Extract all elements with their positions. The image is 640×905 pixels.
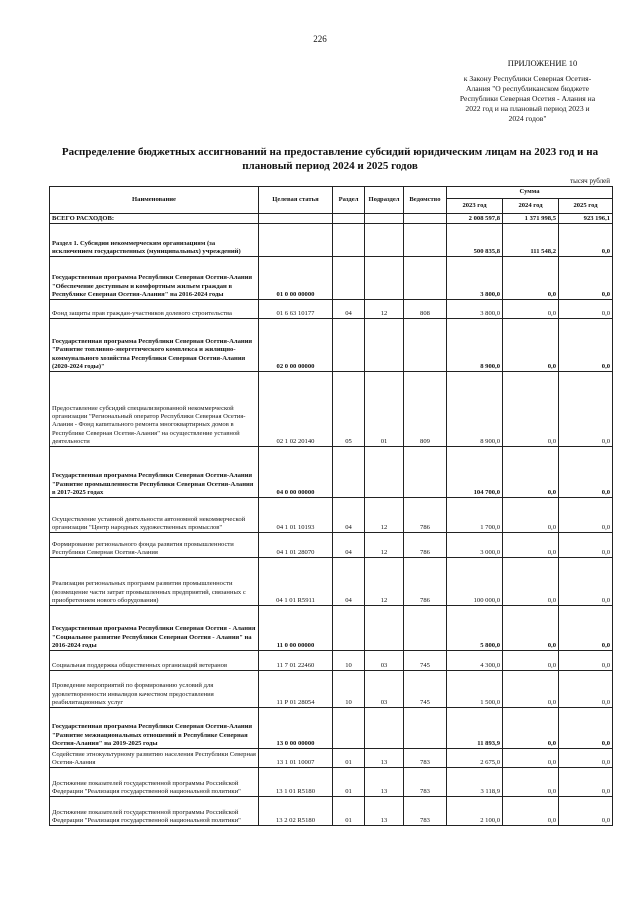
cell-section: 01	[333, 749, 365, 768]
cell-section: 04	[333, 558, 365, 606]
cell-target: 01 6 63 10177	[259, 300, 333, 319]
cell-name: Достижение показателей государственной программы Российской Федерации "Реализация государственной национальной политики"	[50, 797, 259, 826]
cell-y2023: 3 000,0	[447, 533, 503, 558]
cell-name: Государственная программа Республики Северная Осетия - Алания "Социальное развитие Республики Северная Осетия - Алания" на 2016-2024 годы	[50, 606, 259, 651]
table-row	[50, 651, 613, 671]
cell-subsection: 12	[365, 300, 404, 319]
cell-y2025: 0,0	[559, 768, 613, 797]
table-row	[50, 797, 613, 826]
cell-subsection	[365, 319, 404, 372]
cell-dept	[404, 708, 447, 749]
cell-y2024: 0,0	[503, 447, 559, 498]
cell-subsection: 01	[365, 372, 404, 447]
cell-section	[333, 708, 365, 749]
cell-y2023: 3 800,0	[447, 257, 503, 300]
cell-y2023: 100 000,0	[447, 558, 503, 606]
cell-y2024: 0,0	[503, 257, 559, 300]
document-title	[60, 145, 600, 173]
cell-y2024: 0,0	[503, 651, 559, 671]
cell-subsection: 13	[365, 768, 404, 797]
cell-target: 13 1 01 10007	[259, 749, 333, 768]
cell-subsection: 03	[365, 671, 404, 708]
cell-y2025: 0,0	[559, 558, 613, 606]
cell-subsection	[365, 257, 404, 300]
cell-name: Государственная программа Республики Северная Осетия-Алания "Обеспечение доступным и комфортным жильем граждан в Республике Северная Осетия-Алания" на 2016-2024 годы	[50, 257, 259, 300]
cell-subsection	[365, 447, 404, 498]
cell-name: Социальная поддержка общественных организаций ветеранов	[50, 651, 259, 671]
cell-y2023: 104 700,0	[447, 447, 503, 498]
header-target: Целевая статья	[259, 187, 333, 214]
cell-subsection: 12	[365, 558, 404, 606]
header-2023: 2023 год	[447, 199, 503, 214]
cell-dept: 783	[404, 749, 447, 768]
cell-section: 04	[333, 533, 365, 558]
cell-y2025: 0,0	[559, 300, 613, 319]
cell-y2023: 1 500,0	[447, 671, 503, 708]
cell-y2024: 1 371 998,5	[503, 214, 559, 224]
table-row	[50, 372, 613, 447]
cell-subsection: 13	[365, 749, 404, 768]
cell-y2025: 0,0	[559, 606, 613, 651]
units-label: тысяч рублей	[570, 177, 610, 185]
appendix-line: Алания "О республиканском бюджете	[466, 84, 589, 93]
cell-subsection: 13	[365, 797, 404, 826]
table-row	[50, 768, 613, 797]
cell-subsection	[365, 606, 404, 651]
cell-section: 04	[333, 300, 365, 319]
cell-subsection	[365, 224, 404, 257]
cell-y2024: 0,0	[503, 558, 559, 606]
table-row	[50, 300, 613, 319]
cell-section	[333, 257, 365, 300]
cell-name: Предоставление субсидий специализированной некоммерческой организации "Региональный оператор Республики Северная Осетия-Алания - Фонд капитального ремонта многоквартирных домов в Республике Северная Осетия-Алания" на осуществление уставной деятельности	[50, 372, 259, 447]
cell-dept: 786	[404, 558, 447, 606]
cell-y2023: 11 893,9	[447, 708, 503, 749]
table-row	[50, 257, 613, 300]
cell-section	[333, 214, 365, 224]
cell-dept: 808	[404, 300, 447, 319]
cell-target: 11 0 00 00000	[259, 606, 333, 651]
title-line: плановый период 2024 и 2025 годов	[242, 160, 418, 172]
appendix-line: 2022 год и на плановый период 2023 и	[465, 104, 590, 113]
cell-y2024: 0,0	[503, 768, 559, 797]
appendix-line: 2024 годов"	[508, 114, 547, 123]
cell-y2023: 2 100,0	[447, 797, 503, 826]
cell-section	[333, 319, 365, 372]
header-2024: 2024 год	[503, 199, 559, 214]
cell-dept	[404, 214, 447, 224]
cell-y2024: 0,0	[503, 533, 559, 558]
cell-target: 04 1 01 R5911	[259, 558, 333, 606]
table-row	[50, 447, 613, 498]
cell-name: Государственная программа Республики Северная Осетия-Алания "Развитие топливно-энергетического комплекса и жилищно-коммунального хозяйства Республики Северная Осетия-Алания (2020-2024 годы)"	[50, 319, 259, 372]
cell-target: 04 0 00 00000	[259, 447, 333, 498]
cell-y2024: 0,0	[503, 749, 559, 768]
appendix-line: Республики Северная Осетия - Алания на	[459, 94, 596, 103]
cell-y2024: 0,0	[503, 372, 559, 447]
cell-section: 01	[333, 797, 365, 826]
cell-section: 10	[333, 651, 365, 671]
cell-dept	[404, 447, 447, 498]
header-dept: Ведомство	[404, 187, 447, 214]
cell-target: 13 2 02 R5180	[259, 797, 333, 826]
cell-dept	[404, 224, 447, 257]
cell-target: 13 1 01 R5180	[259, 768, 333, 797]
cell-name: Государственная программа Республики Северная Осетия-Алания "Развитие межнациональных отношений в Республике Северная Осетия-Алания" на 2019-2025 годы	[50, 708, 259, 749]
cell-section	[333, 447, 365, 498]
table-row	[50, 558, 613, 606]
cell-section: 10	[333, 671, 365, 708]
cell-y2023: 3 118,9	[447, 768, 503, 797]
cell-subsection	[365, 708, 404, 749]
cell-dept: 809	[404, 372, 447, 447]
cell-name: Государственная программа Республики Северная Осетия-Алания "Развитие промышленности Республики Северная Осетия-Алания в 2017-2025 годах	[50, 447, 259, 498]
page-number: 226	[313, 34, 327, 44]
cell-name: Раздел 1. Субсидии некоммерческим организациям (за исключением государственных (муниципальных) учреждений)	[50, 224, 259, 257]
appendix-line: к Закону Республики Северная Осетия-	[463, 74, 592, 83]
cell-name: Реализация региональных программ развития промышленности (возмещение части затрат промышленных предприятий, связанных с приобретением нового оборудования)	[50, 558, 259, 606]
cell-y2025: 0,0	[559, 257, 613, 300]
cell-y2023: 8 900,0	[447, 319, 503, 372]
cell-target: 04 1 01 28070	[259, 533, 333, 558]
cell-target: 04 1 01 10193	[259, 498, 333, 533]
table-row	[50, 708, 613, 749]
appendix-block	[440, 58, 615, 124]
cell-dept: 783	[404, 768, 447, 797]
cell-subsection	[365, 214, 404, 224]
header-subsection: Подраздел	[365, 187, 404, 214]
cell-dept: 745	[404, 651, 447, 671]
cell-name: Содействие этнокультурному развитию населения Республики Северная Осетия-Алания	[50, 749, 259, 768]
cell-section	[333, 606, 365, 651]
cell-y2024: 0,0	[503, 797, 559, 826]
table-row	[50, 606, 613, 651]
cell-y2025: 0,0	[559, 372, 613, 447]
cell-y2025: 0,0	[559, 651, 613, 671]
cell-y2025: 0,0	[559, 749, 613, 768]
cell-target: 13 0 00 00000	[259, 708, 333, 749]
cell-y2023: 2 008 597,8	[447, 214, 503, 224]
cell-dept: 783	[404, 797, 447, 826]
cell-y2024: 0,0	[503, 319, 559, 372]
cell-name: Фонд защиты прав граждан-участников долевого строительства	[50, 300, 259, 319]
cell-y2025: 0,0	[559, 797, 613, 826]
cell-y2024: 0,0	[503, 606, 559, 651]
cell-section	[333, 224, 365, 257]
table-row	[50, 533, 613, 558]
cell-target: 11 7 01 22460	[259, 651, 333, 671]
cell-dept	[404, 319, 447, 372]
title-line: Распределение бюджетных ассигнований на предоставление субсидий юридическим лицам на 2023 год и на	[61, 146, 599, 158]
cell-name: Осуществление уставной деятельности автономной некоммерческой организации "Центр народных художественных промыслов"	[50, 498, 259, 533]
cell-y2025: 0,0	[559, 533, 613, 558]
cell-name: Достижение показателей государственной программы Российской Федерации "Реализация государственной национальной политики"	[50, 768, 259, 797]
cell-section: 05	[333, 372, 365, 447]
cell-y2025: 0,0	[559, 498, 613, 533]
header-sum: Сумма	[447, 187, 613, 199]
cell-y2025: 0,0	[559, 224, 613, 257]
cell-y2025: 0,0	[559, 671, 613, 708]
table-row	[50, 214, 613, 224]
cell-name: Формирование регионального фонда развития промышленности Республики Северная Осетия-Алания	[50, 533, 259, 558]
table-row	[50, 319, 613, 372]
cell-target: 02 1 02 20140	[259, 372, 333, 447]
cell-y2023: 8 900,0	[447, 372, 503, 447]
cell-dept: 786	[404, 533, 447, 558]
budget-table	[49, 186, 613, 826]
cell-dept	[404, 606, 447, 651]
cell-y2025: 923 196,1	[559, 214, 613, 224]
cell-dept: 786	[404, 498, 447, 533]
table-row	[50, 671, 613, 708]
cell-y2023: 1 700,0	[447, 498, 503, 533]
table-row	[50, 498, 613, 533]
appendix-heading: ПРИЛОЖЕНИЕ 10	[507, 58, 578, 68]
cell-section: 04	[333, 498, 365, 533]
cell-dept	[404, 257, 447, 300]
cell-name: Проведение мероприятий по формированию условий для удовлетворенности инвалидов качеством предоставления реабилитационных услуг	[50, 671, 259, 708]
header-section: Раздел	[333, 187, 365, 214]
cell-name: ВСЕГО РАСХОДОВ:	[50, 214, 259, 224]
cell-y2023: 4 300,0	[447, 651, 503, 671]
cell-target: 11 Р 01 28054	[259, 671, 333, 708]
table-row	[50, 224, 613, 257]
cell-y2024: 0,0	[503, 708, 559, 749]
cell-target	[259, 224, 333, 257]
header-2025: 2025 год	[559, 199, 613, 214]
cell-y2024: 0,0	[503, 671, 559, 708]
cell-dept: 745	[404, 671, 447, 708]
cell-subsection: 12	[365, 498, 404, 533]
cell-target: 01 0 00 00000	[259, 257, 333, 300]
cell-section: 01	[333, 768, 365, 797]
cell-y2025: 0,0	[559, 708, 613, 749]
cell-y2023: 500 835,8	[447, 224, 503, 257]
cell-y2025: 0,0	[559, 447, 613, 498]
cell-y2023: 5 800,0	[447, 606, 503, 651]
cell-y2024: 0,0	[503, 300, 559, 319]
cell-y2024: 0,0	[503, 498, 559, 533]
header-name: Наименование	[50, 187, 259, 214]
cell-subsection: 12	[365, 533, 404, 558]
cell-subsection: 03	[365, 651, 404, 671]
cell-y2025: 0,0	[559, 319, 613, 372]
cell-y2023: 2 675,0	[447, 749, 503, 768]
cell-y2024: 111 548,2	[503, 224, 559, 257]
table-row	[50, 749, 613, 768]
cell-target	[259, 214, 333, 224]
cell-target: 02 0 00 00000	[259, 319, 333, 372]
cell-y2023: 3 800,0	[447, 300, 503, 319]
